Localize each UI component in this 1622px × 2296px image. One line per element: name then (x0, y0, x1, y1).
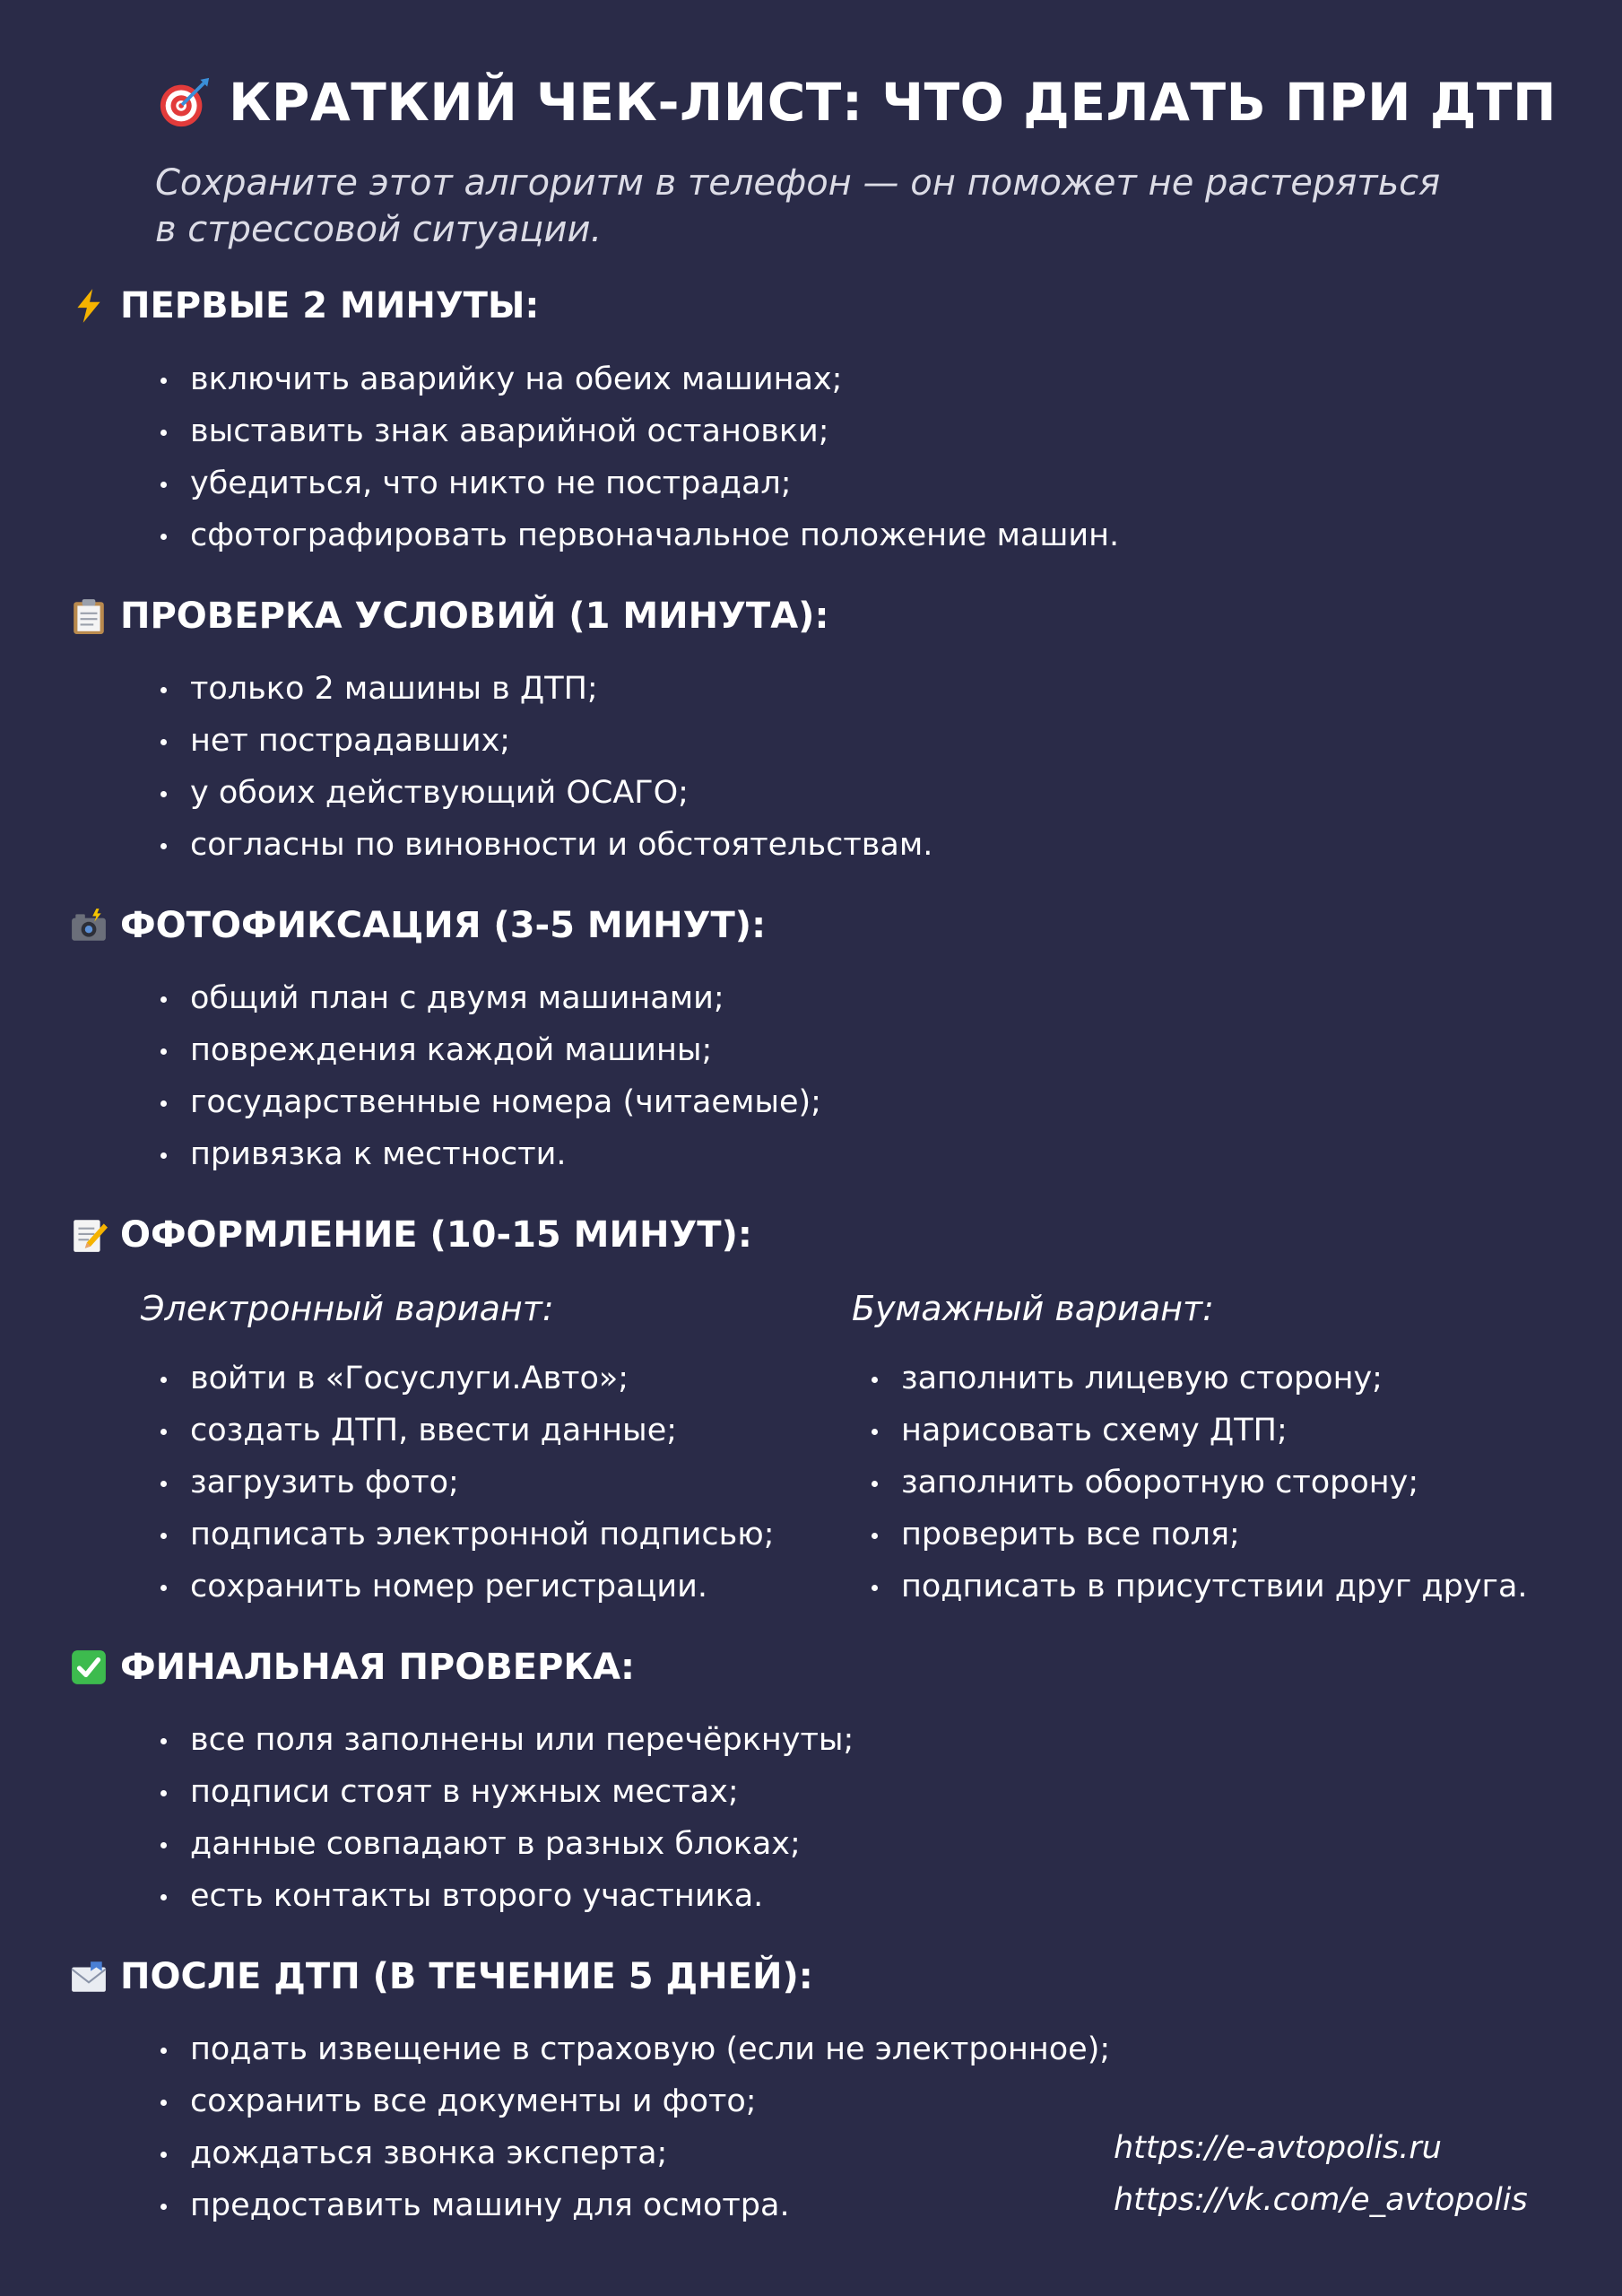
target-dart-icon (157, 74, 213, 130)
list-item: у обоих действующий ОСАГО; (157, 767, 932, 819)
envelope-icon (70, 1958, 108, 1996)
check-mark-icon (70, 1648, 108, 1686)
list-item: данные совпадают в разных блоках; (157, 1818, 854, 1870)
list-item: повреждения каждой машины; (157, 1024, 821, 1076)
list-after-accident (157, 2023, 1110, 2231)
list-paper-variant (868, 1352, 1528, 1613)
section-after-accident (70, 1956, 813, 1997)
list-electronic-variant (157, 1352, 775, 1613)
vk-link[interactable]: https://vk.com/e_avtopolis (1114, 2182, 1528, 2218)
list-item: подать извещение в страховую (если не электронное); (157, 2023, 1110, 2075)
list-item: государственные номера (читаемые); (157, 1076, 821, 1128)
list-photo-fixation (157, 972, 821, 1180)
list-item: сохранить все документы и фото; (157, 2075, 1110, 2127)
section-final-check (70, 1647, 635, 1688)
title-text: КРАТКИЙ ЧЕК-ЛИСТ: ЧТО ДЕЛАТЬ ПРИ ДТП (229, 72, 1557, 133)
memo-icon (70, 1216, 108, 1254)
lightning-icon (70, 287, 108, 325)
camera-flash-icon (70, 907, 108, 944)
section-registration (70, 1214, 752, 1256)
electronic-variant-heading: Электронный вариант: (141, 1289, 554, 1328)
section-title: ОФОРМЛЕНИЕ (10-15 МИНУТ): (120, 1214, 752, 1256)
list-item: есть контакты второго участника. (157, 1870, 854, 1922)
subtitle-line-1: Сохраните этот алгоритм в телефон — он поможет не растеряться (155, 162, 1441, 204)
list-item: привязка к местности. (157, 1128, 821, 1180)
section-photo-fixation (70, 905, 766, 946)
section-title: ПОСЛЕ ДТП (В ТЕЧЕНИЕ 5 ДНЕЙ): (120, 1956, 813, 1997)
section-title: ФИНАЛЬНАЯ ПРОВЕРКА: (120, 1647, 636, 1688)
section-title: ПРОВЕРКА УСЛОВИЙ (1 МИНУТА): (120, 596, 829, 637)
list-item: сохранить номер регистрации. (157, 1561, 775, 1613)
list-item: подписать в присутствии друг друга. (868, 1561, 1528, 1613)
list-first-2-minutes (157, 353, 1119, 561)
section-title: ПЕРВЫЕ 2 МИНУТЫ: (120, 285, 540, 326)
list-item: проверить все поля; (868, 1509, 1528, 1561)
list-item: создать ДТП, ввести данные; (157, 1405, 775, 1457)
list-item: включить аварийку на обеих машинах; (157, 353, 1119, 405)
website-link[interactable]: https://e-avtopolis.ru (1114, 2130, 1442, 2166)
section-title: ФОТОФИКСАЦИЯ (3-5 МИНУТ): (120, 905, 767, 946)
list-item: сфотографировать первоначальное положение машин. (157, 509, 1119, 561)
list-item: подписи стоят в нужных местах; (157, 1766, 854, 1818)
list-final-check (157, 1714, 854, 1922)
list-item: войти в «Госуслуги.Авто»; (157, 1352, 775, 1405)
paper-variant-heading: Бумажный вариант: (852, 1289, 1214, 1328)
subtitle-line-2: в стрессовой ситуации. (155, 209, 603, 250)
list-item: загрузить фото; (157, 1457, 775, 1509)
list-item: общий план с двумя машинами; (157, 972, 821, 1024)
page-title (157, 72, 1557, 133)
list-item: предоставить машину для осмотра. (157, 2179, 1110, 2231)
clipboard-icon (70, 597, 108, 635)
list-item: согласны по виновности и обстоятельствам. (157, 819, 932, 871)
section-conditions-check (70, 596, 828, 637)
section-first-2-minutes (70, 285, 539, 326)
list-item: дождаться звонка эксперта; (157, 2127, 1110, 2179)
list-item: убедиться, что никто не пострадал; (157, 457, 1119, 509)
list-item: подписать электронной подписью; (157, 1509, 775, 1561)
list-item: выставить знак аварийной остановки; (157, 405, 1119, 457)
list-item: заполнить оборотную сторону; (868, 1457, 1528, 1509)
list-item: только 2 машины в ДТП; (157, 663, 932, 715)
list-item: нет пострадавших; (157, 715, 932, 767)
list-item: нарисовать схему ДТП; (868, 1405, 1528, 1457)
subtitle (155, 160, 1554, 253)
list-conditions-check (157, 663, 932, 871)
list-item: заполнить лицевую сторону; (868, 1352, 1528, 1405)
list-item: все поля заполнены или перечёркнуты; (157, 1714, 854, 1766)
